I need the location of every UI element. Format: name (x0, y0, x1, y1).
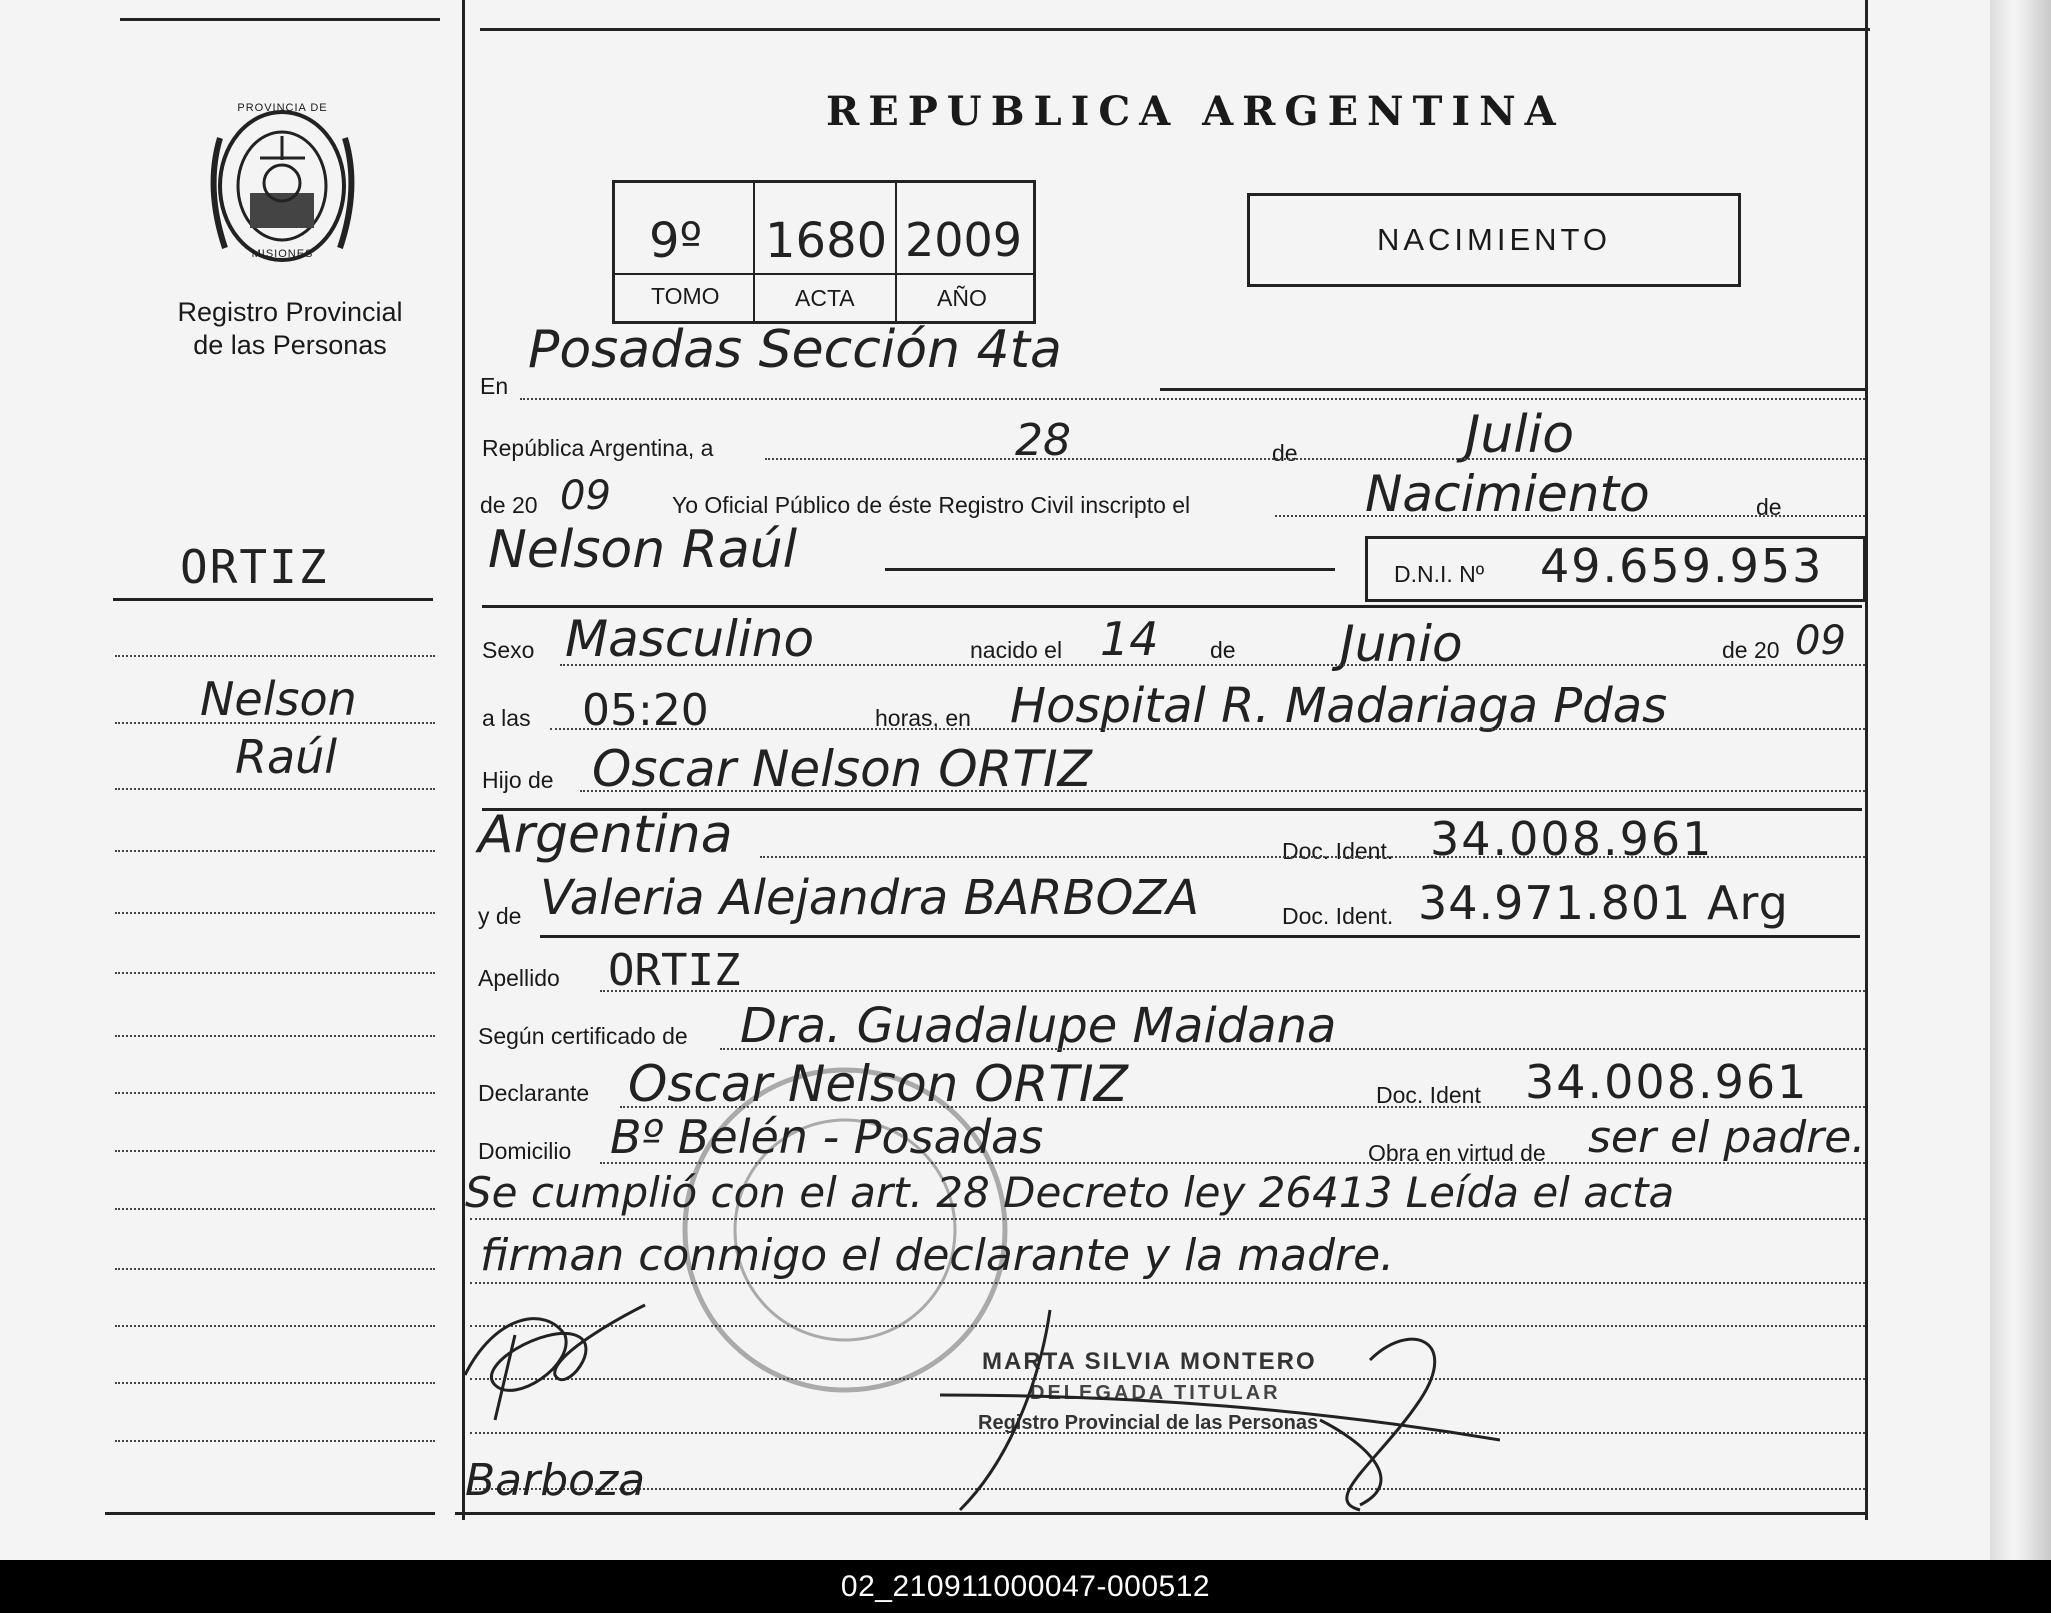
tomo-value: 9º (649, 213, 703, 269)
y-de-label: y de (478, 903, 522, 929)
margin-rule (115, 655, 435, 657)
margin-rule (115, 850, 435, 852)
misiones-emblem-icon (200, 98, 365, 273)
margin-rule (115, 1268, 435, 1270)
registry-name-line2: de las Personas (193, 330, 387, 360)
record-box-col1 (753, 183, 755, 321)
father-doc: 34.008.961 (1430, 812, 1714, 866)
margin-rule (115, 1092, 435, 1094)
dni-label: D.N.I. Nº (1394, 561, 1485, 587)
form-fill-line (885, 568, 1335, 571)
doc-ident-label-declarante: Doc. Ident (1376, 1082, 1481, 1108)
image-code-footer: 02_210911000047-000512 (0, 1560, 2051, 1613)
emblem-text-top: PROVINCIA DE (237, 102, 328, 114)
official-name: MARTA SILVIA MONTERO (982, 1348, 1317, 1375)
margin-rule (115, 1150, 435, 1152)
mother-name: Valeria Alejandra BARBOZA (540, 870, 1200, 926)
declarante-label: Declarante (478, 1080, 590, 1106)
en-value: Posadas Sección 4ta (528, 320, 1062, 380)
registry-name-line1: Registro Provincial (177, 297, 403, 327)
declarant-signature-icon (455, 1295, 655, 1425)
form-rule (560, 664, 1865, 666)
republica-label: República Argentina, a (482, 435, 714, 461)
top-rule-left (120, 18, 440, 21)
month-value: Julio (1465, 405, 1575, 465)
place-value: Hospital R. Madariaga Pdas (1010, 678, 1668, 734)
margin-rule (115, 722, 435, 724)
form-rule (600, 990, 1865, 992)
form-rule (720, 1048, 1865, 1050)
de-label-2: de (1756, 494, 1782, 520)
top-rule-right (480, 28, 1870, 31)
ano-label: AÑO (937, 285, 987, 311)
form-rule (520, 398, 1865, 400)
inscripto-value: Nacimiento (1365, 465, 1650, 523)
hijo-label: Hijo de (482, 767, 554, 793)
a-las-label: a las (482, 705, 531, 731)
emblem-text-bottom: MISIONES (251, 248, 314, 260)
form-solid-rule (482, 605, 1862, 608)
dni-box (1365, 536, 1866, 602)
obra-label: Obra en virtud de (1368, 1140, 1546, 1166)
day-value: 28 (1015, 415, 1071, 466)
page-edge (1990, 0, 2051, 1560)
birth-month: Junio (1340, 615, 1463, 673)
margin-rule (115, 912, 435, 914)
doc-ident-label-father: Doc. Ident. (1282, 838, 1394, 864)
margin-bottom-rule (105, 1512, 435, 1515)
form-rule (760, 856, 1865, 858)
margin-rule (115, 788, 435, 790)
margin-surname-rule (113, 598, 433, 601)
hour-value: 05:20 (582, 685, 709, 736)
apellido-label: Apellido (478, 965, 560, 991)
acta-label: ACTA (795, 285, 855, 311)
dni-value: 49.659.953 (1540, 539, 1824, 593)
mother-signature: Barboza (465, 1455, 646, 1506)
margin-rule (115, 1382, 435, 1384)
record-number-box (612, 180, 1036, 324)
note-line-2: firman conmigo el declarante y la madre. (480, 1230, 1395, 1281)
de2009-label: de 20 (1722, 637, 1780, 663)
full-name: Nelson Raúl (488, 520, 798, 580)
tomo-label: TOMO (651, 283, 720, 309)
right-border (1865, 0, 1868, 1520)
registry-name (140, 296, 440, 362)
oficial-label: Yo Oficial Público de éste Registro Civil inscripto el (672, 492, 1191, 518)
acta-value: 1680 (765, 213, 888, 269)
sexo-label: Sexo (482, 637, 535, 663)
record-box-divider (615, 273, 1033, 275)
certificado-value: Dra. Guadalupe Maidana (740, 998, 1337, 1054)
father-name: Oscar Nelson ORTIZ (592, 740, 1092, 798)
margin-given-name-2: Raúl (235, 730, 338, 784)
country-title: REPUBLICA ARGENTINA (826, 88, 1565, 135)
declarante-doc: 34.008.961 (1525, 1055, 1809, 1109)
official-title: DELEGADA TITULAR (1030, 1382, 1281, 1404)
apellido-value: ORTIZ (608, 945, 741, 996)
margin-rule (115, 1325, 435, 1327)
de-label-3: de (1210, 637, 1236, 663)
form-solid-rule (540, 935, 1860, 938)
form-rule (580, 790, 1865, 792)
record-type-box: NACIMIENTO (1247, 193, 1741, 287)
margin-rule (115, 972, 435, 974)
nacido-label: nacido el (970, 637, 1063, 663)
certificado-label: Según certificado de (478, 1023, 688, 1049)
note-line-1: Se cumplió con el art. 28 Decreto ley 26413 Leída el acta (465, 1168, 1675, 1217)
en-label: En (480, 373, 509, 399)
father-nationality: Argentina (478, 805, 733, 865)
margin-rule (115, 1440, 435, 1442)
ano-value: 2009 (905, 213, 1023, 267)
official-signature-icon (940, 1300, 1500, 1520)
form-fill-line (1160, 388, 1865, 391)
obra-value: ser el padre. (1588, 1112, 1866, 1163)
sexo-value: Masculino (565, 610, 815, 668)
form-rule (1275, 515, 1865, 517)
domicilio-label: Domicilio (478, 1138, 572, 1164)
birth-day: 14 (1100, 612, 1159, 666)
margin-surname: ORTIZ (180, 540, 329, 594)
declarante-value: Oscar Nelson ORTIZ (628, 1055, 1128, 1113)
year-suffix: 09 (560, 473, 611, 519)
official-registry: Registro Provincial de las Personas (978, 1412, 1319, 1434)
doc-ident-label-mother: Doc. Ident. (1282, 903, 1394, 929)
de-label: de (1272, 440, 1298, 466)
domicilio-value: Bº Belén - Posadas (610, 1110, 1044, 1164)
margin-given-name-1: Nelson (200, 672, 357, 726)
margin-rule (115, 1208, 435, 1210)
de20-label: de 20 (480, 492, 538, 518)
birth-year-suffix: 09 (1795, 618, 1846, 664)
horas-label: horas, en (875, 705, 971, 731)
form-rule (765, 458, 1865, 460)
column-divider (462, 0, 465, 1520)
record-box-col2 (895, 183, 897, 321)
mother-doc: 34.971.801 Arg (1418, 876, 1789, 930)
margin-rule (115, 1035, 435, 1037)
form-rule (550, 728, 1865, 730)
